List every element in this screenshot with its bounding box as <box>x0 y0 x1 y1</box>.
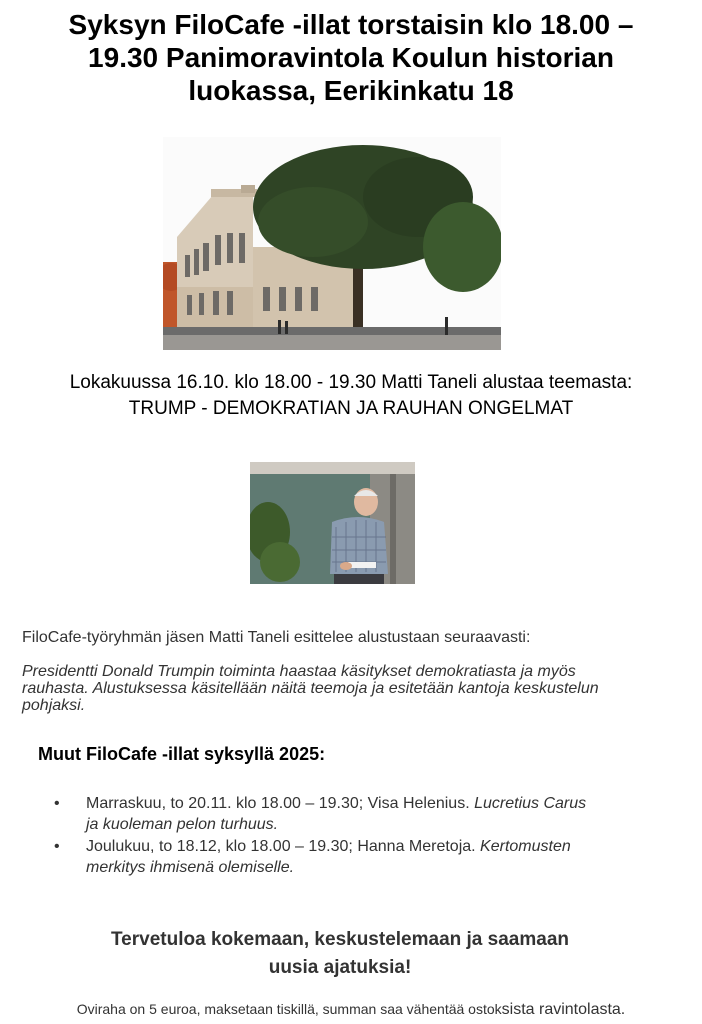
list-item <box>50 836 670 878</box>
event-title-part-1: Lucretius Carus <box>474 795 587 812</box>
talk-abstract <box>22 663 692 714</box>
abstract-line-1: Presidentti Donald Trumpin toiminta haastaa käsitykset demokratiasta ja myös <box>22 663 576 680</box>
event-line <box>86 814 670 835</box>
building-photo <box>163 137 501 350</box>
entry-fee-note <box>20 1001 682 1019</box>
page-title <box>20 8 682 107</box>
fee-text-small: Oviraha on 5 euroa, maksetaan tiskillä, summan saa vähentää ostok <box>76 1001 502 1017</box>
fee-text-large: sista ravintolasta. <box>501 1001 626 1018</box>
abstract-line-3: pohjaksi. <box>22 697 86 714</box>
speaker-photo <box>250 462 415 584</box>
abstract-line-2: rauhasta. Alustuksessa käsitellään näitä teemoja ja esitetään kantoja keskustelun <box>22 680 599 697</box>
event-details: Marraskuu, to 20.11. klo 18.00 – 19.30; Visa Helenius. <box>86 795 475 812</box>
title-line-1: Syksyn FiloCafe -illat torstaisin klo 18.00 – <box>68 9 634 40</box>
other-events-heading: Muut FiloCafe -illat syksyllä 2025: <box>38 744 326 764</box>
event-details: Joulukuu, to 18.12, klo 18.00 – 19.30; Hanna Meretoja. <box>86 838 481 855</box>
bullet-icon: • <box>54 795 60 812</box>
list-item <box>50 793 670 835</box>
welcome-line-2: uusia ajatuksia! <box>268 957 412 978</box>
welcome-message <box>40 926 640 982</box>
event-line <box>86 857 670 878</box>
event-title-part-2: merkitys ihmisenä olemiselle. <box>86 859 295 876</box>
talk-announcement <box>10 370 692 422</box>
talk-line-1: Lokakuussa 16.10. klo 18.00 - 19.30 Matti Taneli alustaa teemasta: <box>69 372 633 393</box>
events-list <box>50 793 670 879</box>
event-title-part-1: Kertomusten <box>480 838 571 855</box>
event-line <box>86 836 670 857</box>
intro-text: FiloCafe-työryhmän jäsen Matti Taneli esittelee alustustaan seuraavasti: <box>22 629 531 646</box>
welcome-line-1: Tervetuloa kokemaan, keskustelemaan ja saamaan <box>110 929 569 950</box>
title-line-3: luokassa, Eerikinkatu 18 <box>188 75 514 106</box>
bullet-icon: • <box>54 838 60 855</box>
title-line-2: 19.30 Panimoravintola Koulun historian <box>88 42 614 73</box>
event-title-part-2: ja kuoleman pelon turhuus. <box>86 816 279 833</box>
talk-topic: TRUMP - DEMOKRATIAN JA RAUHAN ONGELMAT <box>128 398 574 419</box>
event-line <box>86 793 670 814</box>
